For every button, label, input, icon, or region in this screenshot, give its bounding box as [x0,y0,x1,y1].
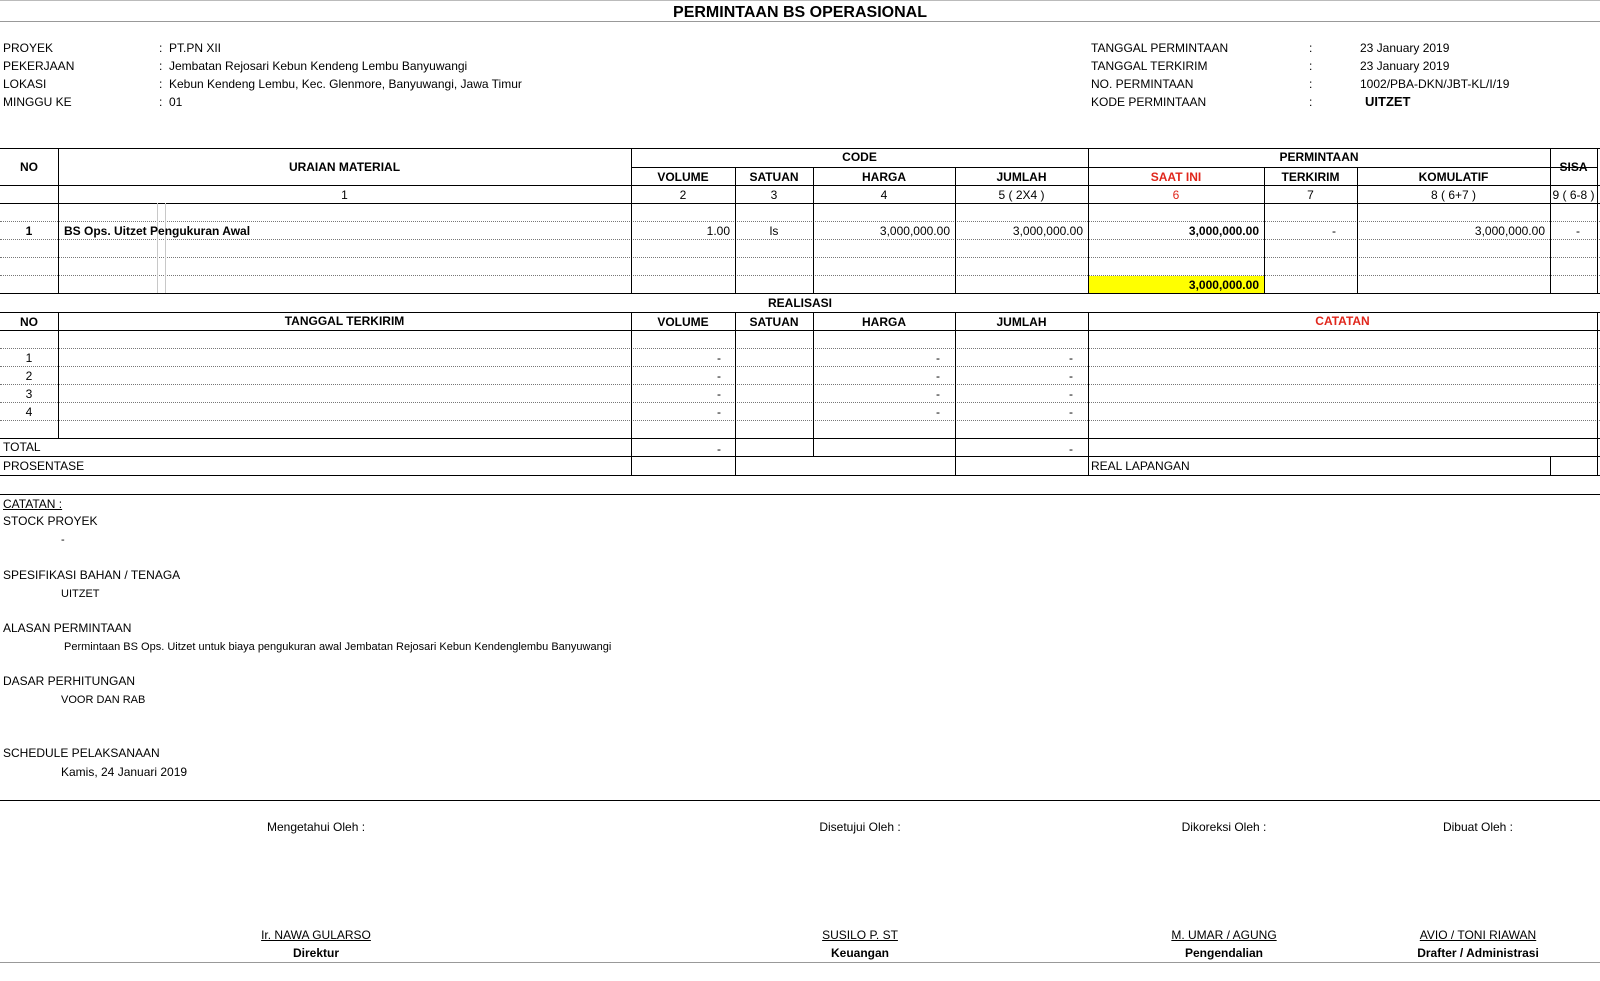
tanggal-permintaan-label: TANGGAL PERMINTAAN [1091,41,1229,55]
lokasi-value: Kebun Kendeng Lembu, Kec. Glenmore, Banyuwangi, Jawa Timur [169,77,522,91]
pekerjaan-label: PEKERJAAN [3,59,75,73]
row-volume: 1.00 [706,224,730,238]
kode-permintaan-value: UITZET [1365,94,1411,109]
tanggal-terkirim-value: 23 January 2019 [1360,59,1450,73]
col-uraian-header: URAIAN MATERIAL [288,160,401,174]
spesifikasi-value: UITZET [61,588,100,600]
alasan-label: ALASAN PERMINTAAN [3,621,132,635]
colon: : [1309,77,1313,91]
col-sisa-header: SISA [1559,160,1588,174]
realisasi-row-volume: - [717,351,721,365]
colon: : [159,77,163,91]
realisasi-row-jumlah: - [1069,369,1073,383]
col-satuan-header: SATUAN [749,170,799,184]
realisasi-jumlah-header: JUMLAH [996,315,1047,329]
index-cell: 1 [341,188,348,202]
realisasi-row-volume: - [717,369,721,383]
realisasi-row-harga: - [936,405,940,419]
realisasi-row-no: 3 [25,387,33,401]
colon: : [159,95,163,109]
row-sisa: - [1576,224,1580,238]
index-cell: 2 [679,188,687,202]
realisasi-row-jumlah: - [1069,351,1073,365]
col-harga-header: HARGA [862,170,906,184]
row-saat-ini: 3,000,000.00 [1188,224,1259,238]
total-volume: - [717,442,721,456]
index-cell: 9 ( 6-8 ) [1552,188,1595,202]
row-satuan: ls [769,224,779,238]
realisasi-satuan-header: SATUAN [749,315,799,329]
realisasi-row-volume: - [717,387,721,401]
real-lapangan-label: REAL LAPANGAN [1091,459,1190,473]
signature-heading: Mengetahui Oleh : [266,820,366,834]
stock-label: STOCK PROYEK [3,514,98,528]
index-cell: 7 [1307,188,1314,202]
signature-heading: Disetujui Oleh : [819,820,901,834]
realisasi-row-harga: - [936,351,940,365]
realisasi-row-no: 1 [25,351,33,365]
realisasi-row-volume: - [717,405,721,419]
row-uraian: BS Ops. Uitzet Pengukuran Awal [64,224,251,238]
signature-name: SUSILO P. ST [822,928,898,942]
index-cell: 4 [880,188,888,202]
col-komulatif-header: KOMULATIF [1418,170,1489,184]
lokasi-label: LOKASI [3,77,47,91]
total-jumlah: - [1069,442,1073,456]
index-cell: 5 ( 2X4 ) [998,188,1045,202]
page-title: PERMINTAAN BS OPERASIONAL [673,4,927,21]
schedule-value: Kamis, 24 Januari 2019 [61,765,188,779]
no-permintaan-label: NO. PERMINTAAN [1091,77,1194,91]
proyek-label: PROYEK [3,41,54,55]
signature-role: Drafter / Administrasi [1417,946,1539,960]
signature-heading: Dikoreksi Oleh : [1181,820,1267,834]
signature-heading: Dibuat Oleh : [1442,820,1514,834]
col-jumlah-header: JUMLAH [996,170,1047,184]
total-saat-ini: 3,000,000.00 [1188,278,1259,292]
total-label: TOTAL [3,440,41,454]
minggu-value: 01 [169,95,183,109]
row-no: 1 [25,224,33,238]
stock-value: - [61,534,65,546]
minggu-label: MINGGU KE [3,95,72,109]
spesifikasi-label: SPESIFIKASI BAHAN / TENAGA [3,568,181,582]
proyek-value: PT.PN XII [169,41,222,55]
row-komulatif: 3,000,000.00 [1474,224,1545,238]
realisasi-volume-header: VOLUME [657,315,709,329]
kode-permintaan-label: KODE PERMINTAAN [1091,95,1207,109]
realisasi-harga-header: HARGA [862,315,906,329]
colon: : [1309,59,1313,73]
dasar-label: DASAR PERHITUNGAN [3,674,136,688]
row-harga: 3,000,000.00 [879,224,950,238]
realisasi-tanggal-header: TANGGAL TERKIRIM [284,314,405,328]
no-permintaan-value: 1002/PBA-DKN/JBT-KL/I/19 [1360,77,1510,91]
col-saat-ini-header: SAAT INI [1150,170,1202,184]
realisasi-no-header: NO [20,315,38,329]
col-volume-header: VOLUME [657,170,709,184]
col-code-header: CODE [842,150,877,164]
col-terkirim-header: TERKIRIM [1281,170,1340,184]
tanggal-terkirim-label: TANGGAL TERKIRIM [1091,59,1208,73]
index-cell: 3 [770,188,778,202]
col-permintaan-header: PERMINTAAN [1279,150,1359,164]
row-jumlah: 3,000,000.00 [1012,224,1083,238]
pekerjaan-value: Jembatan Rejosari Kebun Kendeng Lembu Banyuwangi [169,59,468,73]
dasar-value: VOOR DAN RAB [61,694,146,706]
realisasi-catatan-header: CATATAN [1315,314,1370,328]
signature-role: Keuangan [830,946,889,960]
index-cell: 8 ( 6+7 ) [1430,188,1477,202]
signature-role: Direktur [292,946,339,960]
signature-role: Pengendalian [1184,946,1264,960]
colon: : [1309,95,1313,109]
signature-name: Ir. NAWA GULARSO [261,928,371,942]
colon: : [1309,41,1313,55]
index-cell: 6 [1172,188,1180,202]
alasan-value: Permintaan BS Ops. Uitzet untuk biaya pengukuran awal Jembatan Rejosari Kebun Kendenglembu Banyuwangi [64,641,612,653]
col-no-header: NO [20,160,38,174]
realisasi-row-no: 2 [25,369,33,383]
colon: : [159,41,163,55]
realisasi-row-harga: - [936,369,940,383]
schedule-label: SCHEDULE PELAKSANAAN [3,746,160,760]
realisasi-row-jumlah: - [1069,405,1073,419]
signature-name: AVIO / TONI RIAWAN [1419,928,1537,942]
row-terkirim: - [1332,224,1336,238]
realisasi-row-no: 4 [25,405,33,419]
prosentase-label: PROSENTASE [3,459,85,473]
catatan-label: CATATAN : [3,497,63,511]
colon: : [159,59,163,73]
realisasi-row-jumlah: - [1069,387,1073,401]
signature-name: M. UMAR / AGUNG [1171,928,1277,942]
realisasi-row-harga: - [936,387,940,401]
tanggal-permintaan-value: 23 January 2019 [1360,41,1450,55]
realisasi-title: REALISASI [767,296,832,310]
